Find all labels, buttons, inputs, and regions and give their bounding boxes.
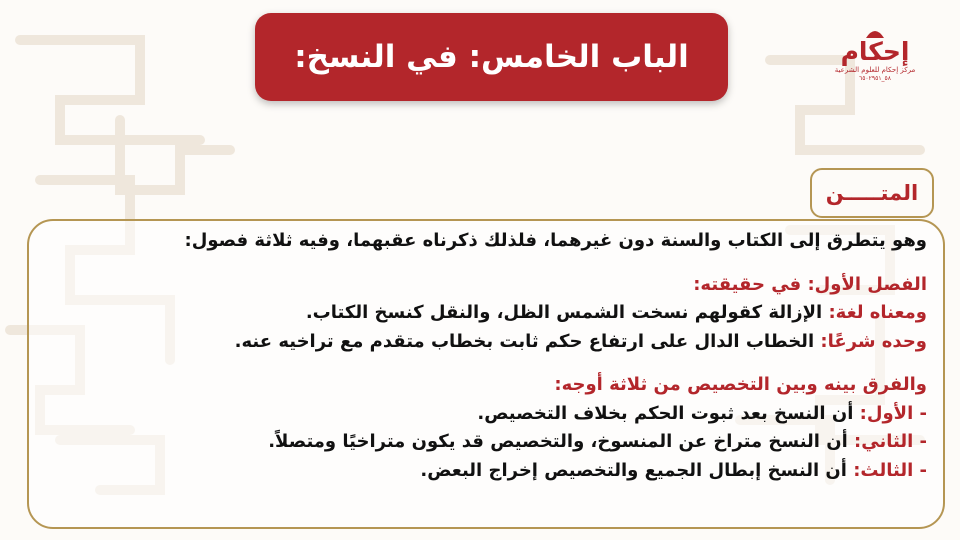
legal-definition-text: الخطاب الدال على ارتفاع حكم ثابت بخطاب متقدم مع تراخيه عنه. <box>234 330 821 352</box>
difference-second-label: - الثاني: <box>854 431 927 452</box>
linguistic-meaning-label: ومعناه لغة: <box>828 302 927 323</box>
logo-subtitle: مركز إحكام للعلوم الشرعية <box>834 66 916 74</box>
chapter-heading: الفصل الأول: في حقيقته: <box>693 273 927 295</box>
difference-third-line <box>47 457 927 486</box>
legal-definition-line <box>47 328 927 357</box>
difference-heading: والفرق بينه وبين التخصيص من ثلاثة أوجه: <box>554 374 927 395</box>
logo <box>834 28 916 94</box>
section-label: المتـــــن <box>810 168 934 218</box>
difference-second-text: أن النسخ متراخ عن المنسوخ، والتخصيص قد يكون متراخيًا ومتصلاً. <box>268 431 855 452</box>
legal-definition-label: وحده شرعًا: <box>820 330 927 352</box>
difference-first-label: - الأول: <box>859 402 927 424</box>
chapter-title: الباب الخامس: في النسخ: <box>255 13 728 101</box>
logo-number: ٥٨_٦٥٠٢٩٥١ <box>858 75 891 82</box>
difference-first-line <box>47 400 927 429</box>
main-text <box>47 227 927 485</box>
logo-name: إحكام <box>840 37 910 66</box>
linguistic-meaning-text: الإزالة كقولهم نسخت الشمس الظل، والنقل كنسخ الكتاب. <box>305 302 829 323</box>
difference-second-line <box>47 428 927 457</box>
difference-first-text: أن النسخ بعد ثبوت الحكم بخلاف التخصيص. <box>477 402 860 424</box>
difference-third-text: أن النسخ إبطال الجميع والتخصيص إخراج البعض. <box>420 459 854 481</box>
difference-third-label: - الثالث: <box>853 459 927 481</box>
linguistic-meaning-line <box>47 299 927 328</box>
intro-line: وهو يتطرق إلى الكتاب والسنة دون غيرهما، فلذلك ذكرناه عقبهما، وفيه ثلاثة فصول: <box>184 230 927 251</box>
